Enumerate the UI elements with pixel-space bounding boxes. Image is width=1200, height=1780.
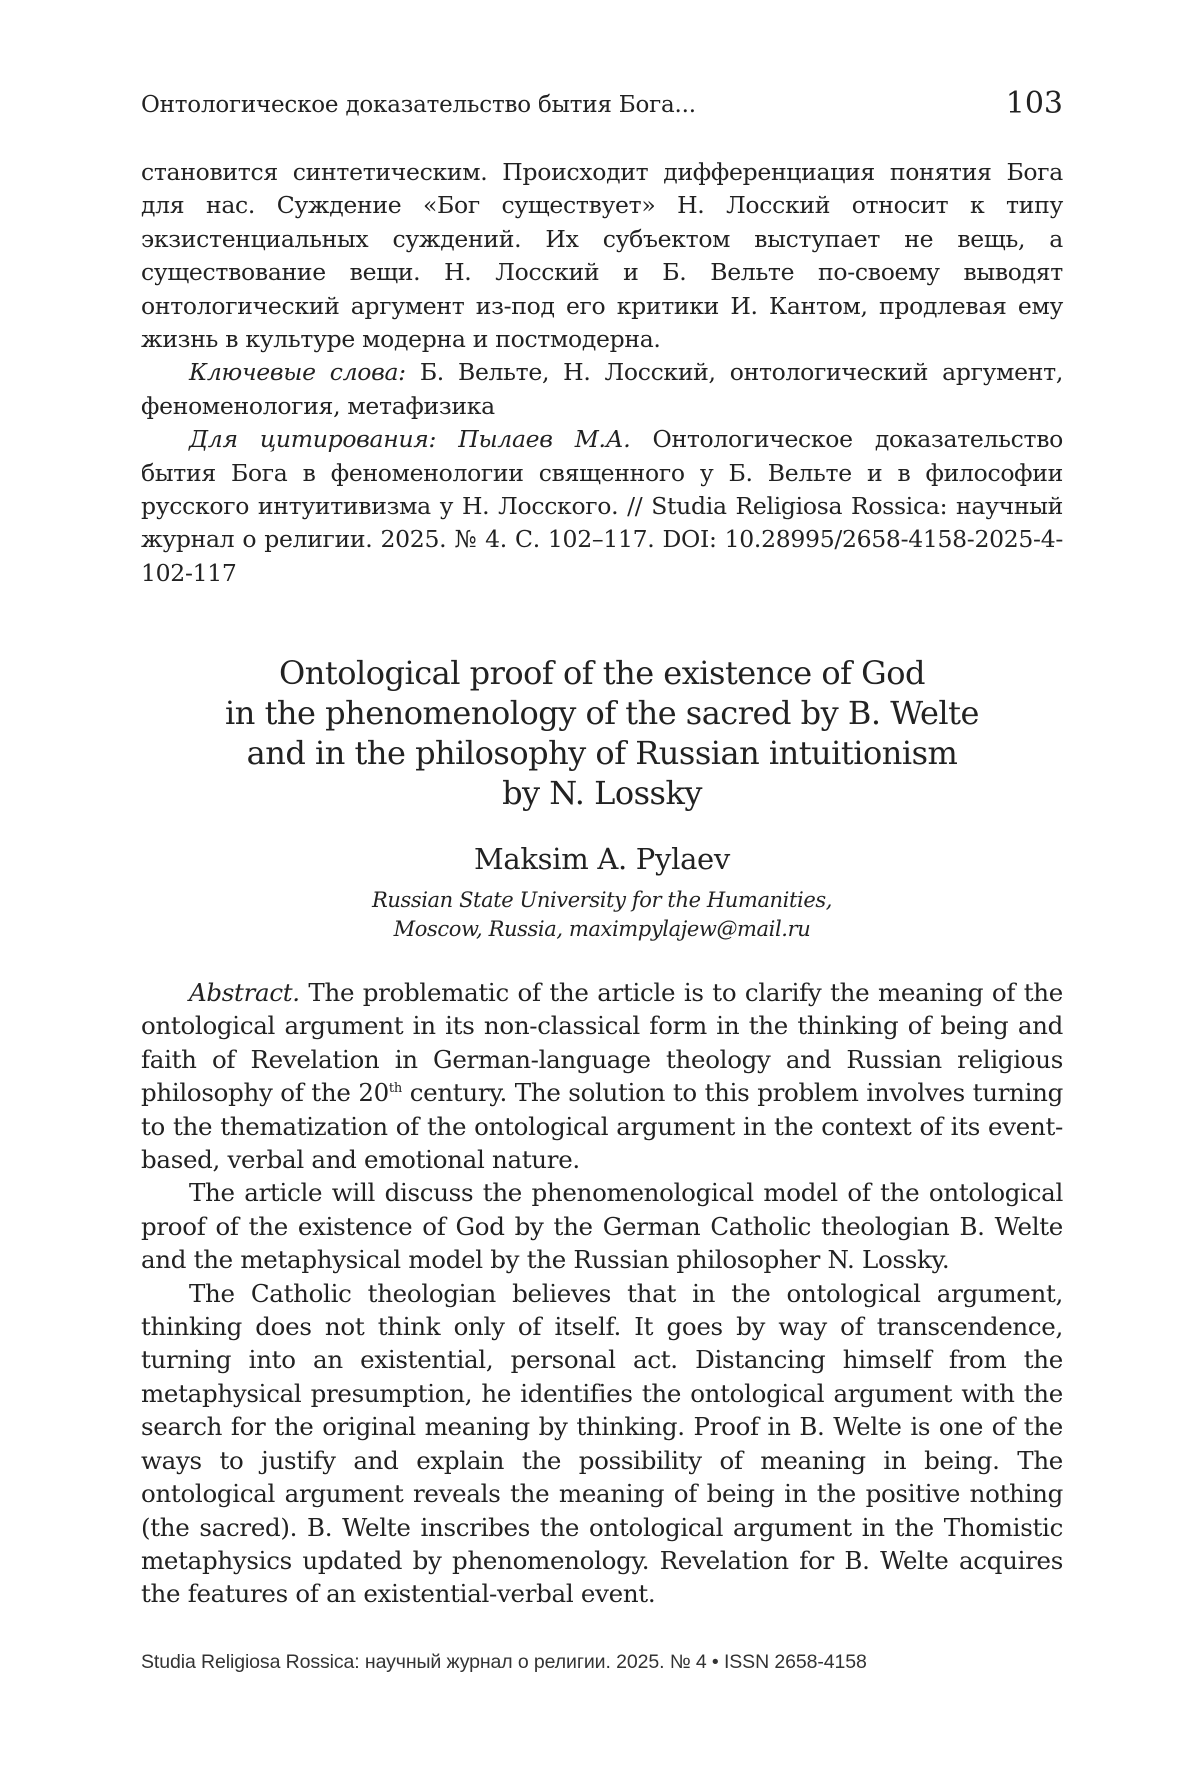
affiliation-line: Moscow, Russia, maximpylajew@mail.ru — [393, 917, 811, 941]
abstract-paragraph-1 — [141, 976, 1063, 1176]
keywords-text: Б. Вельте, Н. Лосский, онтологический аргумент, феноменология, метафизика — [141, 358, 1063, 420]
citation-label: Для цитирования: Пылаев М.А. — [189, 425, 631, 454]
abstract-text: The problematic of the article is to clarify the meaning of the ontological argument in its non-classical form in the thinking of being and faith of Revelation in German-language theology and Russian religious philosophy of the 20 — [141, 978, 1063, 1108]
abstract-label: Abstract. — [189, 978, 300, 1007]
abstract-paragraph-2: The article will discuss the phenomenological model of the ontological proof of the existence of God by the German Catholic theologian B. Welte and the metaphysical model by the Russian philosopher N. Lossky. — [141, 1178, 1063, 1275]
title-line: Ontological proof of the existence of God — [279, 654, 925, 692]
running-header — [141, 86, 1063, 126]
keywords-label: Ключевые слова: — [189, 358, 406, 387]
english-abstract — [141, 976, 1063, 1611]
english-article-title — [141, 653, 1063, 813]
russian-abstract-block — [141, 156, 1063, 590]
abstract-text: century. The solution to this problem involves turning to the thematization of the ontological argument in the context of its event-based, verbal and emotional nature. — [141, 1078, 1063, 1175]
page-number: 103 — [1005, 86, 1063, 121]
journal-page — [141, 0, 1063, 1780]
russian-keywords — [141, 356, 1063, 423]
citation-text: Онтологическое доказательство бытия Бога в феноменологии священного у Б. Вельте и в философии русского интуитивизма у Н. Лосского. // Studia Religiosa Rossica: научный журнал о религии. 2025. № 4. С. 102–117. DOI: 10.28995/2658-4158-2025-4-102-117 — [141, 425, 1063, 587]
russian-citation — [141, 423, 1063, 590]
author-affiliation — [141, 886, 1063, 944]
abstract-paragraph-3: The Catholic theologian believes that in the ontological argument, thinking does not think only of itself. It goes by way of transcendence, turning into an existential, personal act. Distancing himself from the metaphysical presumption, he identifies the ontological argument with the search for the original meaning by thinking. Proof in B. Welte is one of the ways to justify and explain the possibility of meaning in being. The ontological argument reveals the meaning of being in the positive nothing (the sacred). B. Welte inscribes the ontological argument in the Thomistic metaphysics updated by phenomenology. Revelation for B. Welte acquires the features of an existential-verbal event. — [141, 1278, 1063, 1609]
running-title: Онтологическое доказательство бытия Бога... — [141, 92, 696, 118]
title-line: by N. Lossky — [502, 774, 702, 812]
russian-abstract-end: становится синтетическим. Происходит дифференциация понятия Бога для нас. Суждение «Бог существует» Н. Лосский относит к типу экзистенциальных суждений. Их субъектом выступает не вещь, а существование вещи. Н. Лосский и Б. Вельте по-своему выводят онтологический аргумент из-под его критики И. Кантом, продлевая ему жизнь в культуре модерна и постмодерна. — [141, 158, 1063, 354]
title-line: in the phenomenology of the sacred by B. Welte — [225, 694, 979, 732]
title-line: and in the philosophy of Russian intuitionism — [246, 734, 958, 772]
author-name: Maksim A. Pylaev — [473, 842, 731, 876]
journal-footer: Studia Religiosa Rossica: научный журнал о религии. 2025. № 4 • ISSN 2658-4158 — [141, 1651, 867, 1673]
ordinal-superscript: th — [388, 1081, 402, 1097]
affiliation-line: Russian State University for the Humanities, — [371, 888, 833, 912]
